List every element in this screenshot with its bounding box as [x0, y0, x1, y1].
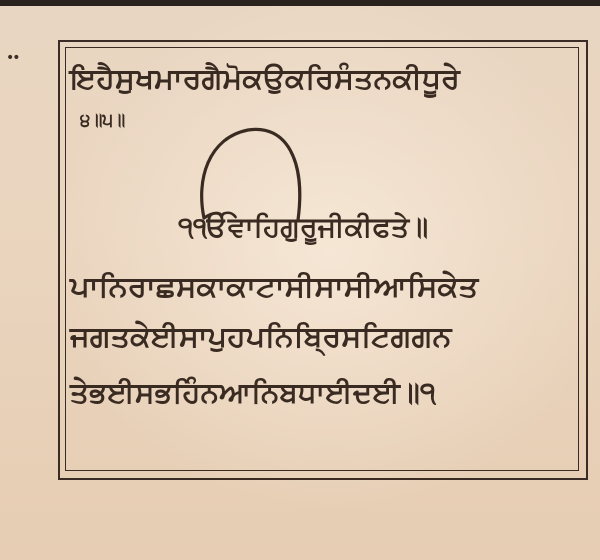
margin-mark: ••: [6, 50, 19, 66]
text-line-1: ਇਹੈਸੁਖਮਾਰਗੈਮੋਕਉਕਰਿਸੰਤਨਕੀਧੂਰੇ: [70, 62, 460, 95]
page-top-edge: [0, 0, 600, 6]
verse-number: ੪॥੫॥: [80, 110, 126, 131]
text-line-4: ਪਾਨਿਰਾਛਸਕਾਕਾਟਾਸੀਸਾਸੀਆਸਿਕੇਤ: [70, 270, 479, 303]
invocation-line: ੧ੴਵਾਹਿਗੁਰੂਜੀਕੀਫਤੇ॥: [178, 212, 429, 243]
text-line-6: ਤੇਭਈਸਭਹਿੰਨਆਨਿਬਧਾਈਦਈ॥੧: [70, 376, 436, 409]
text-line-5: ਜਗਤਕੇਈਸਾਪੁਹਪਨਿਬ੍ਰਿਸਟਿਗਗਨ: [70, 320, 452, 353]
